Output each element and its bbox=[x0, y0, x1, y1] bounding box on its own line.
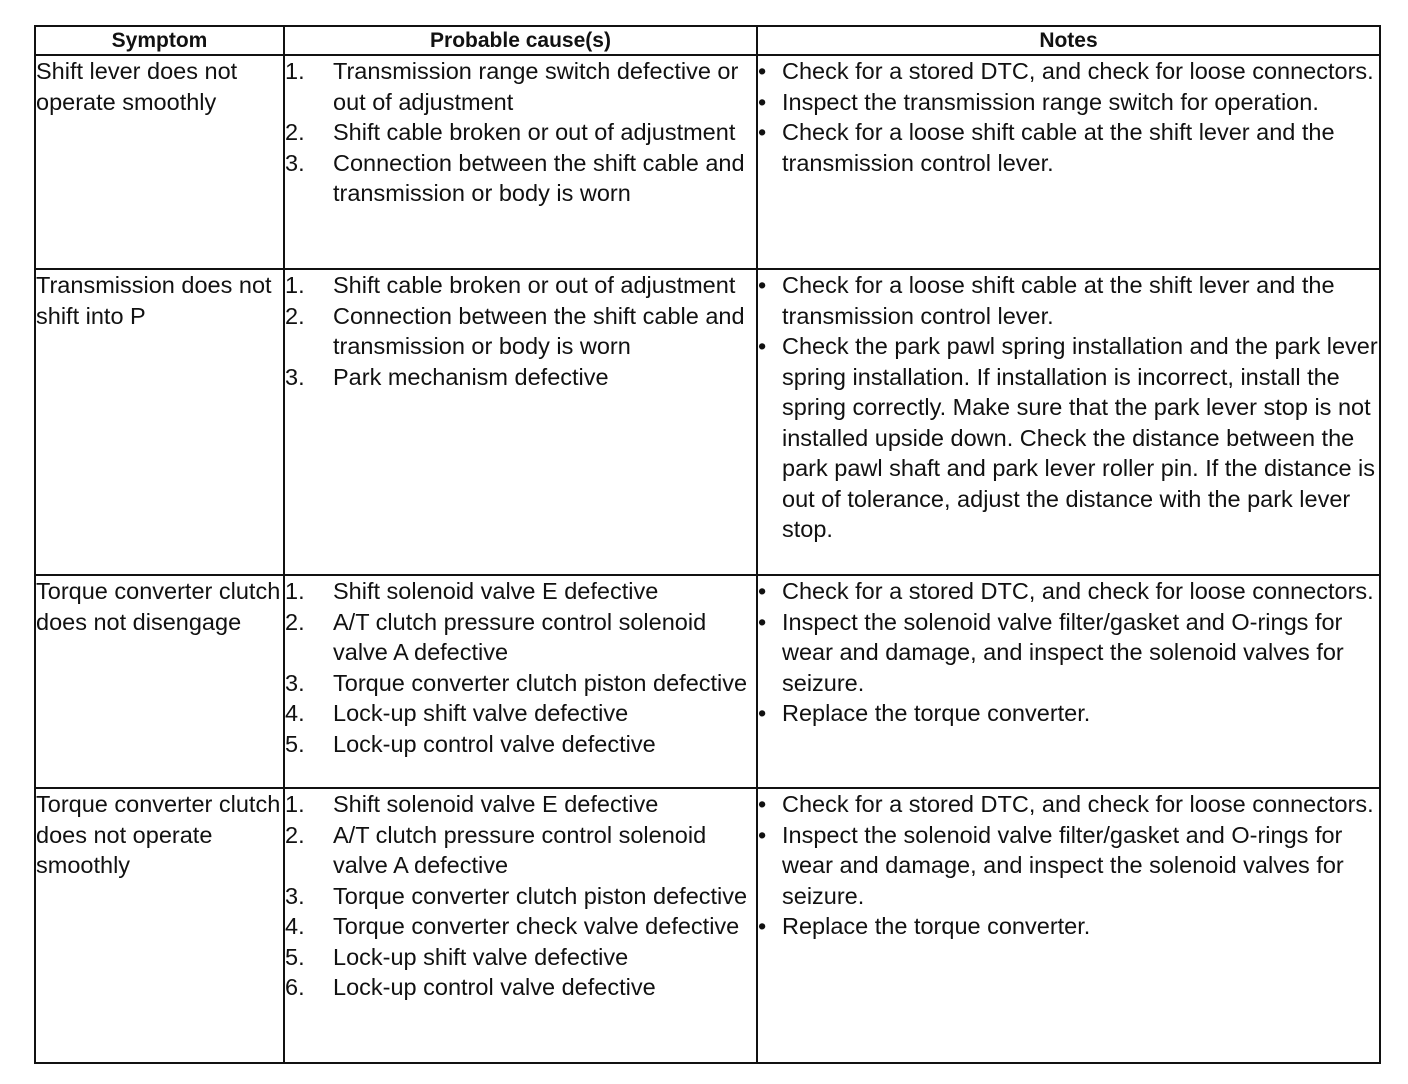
cause-item bbox=[285, 729, 756, 760]
note-text: Check for a loose shift cable at the shift lever and the transmission control lever. bbox=[782, 119, 1335, 176]
cause-text: Connection between the shift cable and transmission or body is worn bbox=[333, 302, 745, 359]
header-row bbox=[35, 26, 1380, 55]
cause-item bbox=[285, 148, 756, 209]
note-list bbox=[758, 789, 1379, 942]
probable-causes-cell bbox=[284, 575, 757, 788]
cause-text: Torque converter clutch piston defective bbox=[333, 882, 748, 909]
bullet-icon: • bbox=[758, 608, 767, 635]
cause-number: 5. bbox=[285, 730, 305, 757]
note-text: Inspect the transmission range switch for operation. bbox=[782, 88, 1319, 115]
header-symptom: Symptom bbox=[35, 26, 284, 55]
bullet-icon: • bbox=[758, 791, 767, 817]
note-text: Check for a stored DTC, and check for loose connectors. bbox=[782, 791, 1374, 817]
cause-item bbox=[285, 270, 756, 301]
cause-text: A/T clutch pressure control solenoid valve A defective bbox=[333, 821, 707, 878]
note-item bbox=[758, 698, 1379, 729]
cause-text: Lock-up control valve defective bbox=[333, 974, 656, 1000]
cause-number: 2. bbox=[285, 608, 305, 635]
symptom-cell: Transmission does not shift into P bbox=[35, 269, 284, 575]
cause-list bbox=[285, 576, 756, 759]
note-item bbox=[758, 270, 1379, 331]
note-text: Inspect the solenoid valve filter/gasket and O-rings for wear and damage, and inspect the solenoid valves for seizure. bbox=[782, 608, 1344, 696]
cause-item bbox=[285, 607, 756, 668]
cause-item bbox=[285, 698, 756, 729]
bullet-icon: • bbox=[758, 578, 767, 604]
note-item bbox=[758, 331, 1379, 545]
cause-item bbox=[285, 881, 756, 912]
cause-text: Lock-up shift valve defective bbox=[333, 943, 629, 970]
bullet-icon: • bbox=[758, 88, 767, 115]
cause-list bbox=[285, 270, 756, 392]
bullet-icon: • bbox=[758, 119, 767, 145]
cause-number: 4. bbox=[285, 913, 305, 939]
note-text: Inspect the solenoid valve filter/gasket and O-rings for wear and damage, and inspect the solenoid valves for seizure. bbox=[782, 821, 1344, 909]
note-item bbox=[758, 576, 1379, 607]
symptom-cell: Shift lever does not operate smoothly bbox=[35, 55, 284, 269]
note-item bbox=[758, 820, 1379, 912]
note-text: Check the park pawl spring installation and the park lever spring installation. If installation is incorrect, install the spring correctly. Make sure that the park lever stop is not installed upside down. Check the distance between the park pawl shaft and park lever roller pin. If the distance is out of tolerance, adjust the distance with the park lever stop. bbox=[782, 333, 1378, 542]
cause-item bbox=[285, 117, 756, 148]
note-text: Replace the torque converter. bbox=[782, 913, 1091, 939]
cause-number: 2. bbox=[285, 821, 305, 848]
note-item bbox=[758, 607, 1379, 699]
cause-text: Torque converter check valve defective bbox=[333, 913, 740, 939]
note-text: Check for a stored DTC, and check for loose connectors. bbox=[782, 58, 1374, 84]
cause-number: 5. bbox=[285, 943, 305, 970]
bullet-icon: • bbox=[758, 913, 767, 939]
cause-number: 1. bbox=[285, 272, 305, 298]
cause-text: Transmission range switch defective or out of adjustment bbox=[333, 58, 739, 115]
notes-cell bbox=[757, 55, 1380, 269]
note-text: Check for a stored DTC, and check for loose connectors. bbox=[782, 578, 1374, 604]
probable-causes-cell bbox=[284, 788, 757, 1063]
probable-causes-cell bbox=[284, 269, 757, 575]
header-probable-causes: Probable cause(s) bbox=[284, 26, 757, 55]
note-item bbox=[758, 87, 1379, 118]
cause-number: 2. bbox=[285, 119, 305, 145]
cause-text: A/T clutch pressure control solenoid valve A defective bbox=[333, 608, 707, 665]
cause-text: Shift cable broken or out of adjustment bbox=[333, 119, 736, 145]
bullet-icon: • bbox=[758, 333, 767, 359]
cause-number: 1. bbox=[285, 578, 305, 604]
note-item bbox=[758, 117, 1379, 178]
cause-number: 4. bbox=[285, 700, 305, 726]
cause-item bbox=[285, 362, 756, 393]
cause-item bbox=[285, 56, 756, 117]
cause-text: Shift solenoid valve E defective bbox=[333, 578, 659, 604]
cause-item bbox=[285, 942, 756, 973]
bullet-icon: • bbox=[758, 272, 767, 298]
cause-item bbox=[285, 668, 756, 699]
cause-number: 2. bbox=[285, 302, 305, 329]
cause-item bbox=[285, 911, 756, 942]
cause-text: Torque converter clutch piston defective bbox=[333, 669, 748, 696]
note-item bbox=[758, 789, 1379, 820]
note-text: Check for a loose shift cable at the shift lever and the transmission control lever. bbox=[782, 272, 1335, 329]
cause-number: 3. bbox=[285, 149, 305, 176]
notes-cell bbox=[757, 575, 1380, 788]
symptom-cell: Torque converter clutch does not disengage bbox=[35, 575, 284, 788]
note-item bbox=[758, 56, 1379, 87]
note-item bbox=[758, 911, 1379, 942]
probable-causes-cell bbox=[284, 55, 757, 269]
bullet-icon: • bbox=[758, 821, 767, 848]
cause-text: Shift cable broken or out of adjustment bbox=[333, 272, 736, 298]
cause-text: Lock-up control valve defective bbox=[333, 730, 656, 757]
bullet-icon: • bbox=[758, 58, 767, 84]
cause-text: Shift solenoid valve E defective bbox=[333, 791, 659, 817]
cause-number: 1. bbox=[285, 791, 305, 817]
table-row bbox=[35, 575, 1380, 788]
cause-item bbox=[285, 820, 756, 881]
notes-cell bbox=[757, 269, 1380, 575]
cause-number: 3. bbox=[285, 669, 305, 696]
cause-item bbox=[285, 576, 756, 607]
cause-list bbox=[285, 56, 756, 209]
troubleshooting-table bbox=[34, 25, 1381, 1064]
symptom-cell: Torque converter clutch does not operate smoothly bbox=[35, 788, 284, 1063]
header-notes: Notes bbox=[757, 26, 1380, 55]
bullet-icon: • bbox=[758, 700, 767, 726]
cause-text: Lock-up shift valve defective bbox=[333, 700, 629, 726]
cause-text: Park mechanism defective bbox=[333, 363, 609, 390]
cause-number: 1. bbox=[285, 58, 305, 84]
note-list bbox=[758, 576, 1379, 729]
table-row bbox=[35, 269, 1380, 575]
cause-number: 3. bbox=[285, 882, 305, 909]
cause-list bbox=[285, 789, 756, 1003]
note-text: Replace the torque converter. bbox=[782, 700, 1091, 726]
cause-item bbox=[285, 301, 756, 362]
cause-number: 3. bbox=[285, 363, 305, 390]
note-list bbox=[758, 270, 1379, 545]
notes-cell bbox=[757, 788, 1380, 1063]
cause-item bbox=[285, 972, 756, 1003]
note-list bbox=[758, 56, 1379, 178]
cause-item bbox=[285, 789, 756, 820]
table-row bbox=[35, 55, 1380, 269]
cause-text: Connection between the shift cable and transmission or body is worn bbox=[333, 149, 745, 206]
table-body bbox=[35, 55, 1380, 1063]
table-row bbox=[35, 788, 1380, 1063]
cause-number: 6. bbox=[285, 974, 305, 1000]
